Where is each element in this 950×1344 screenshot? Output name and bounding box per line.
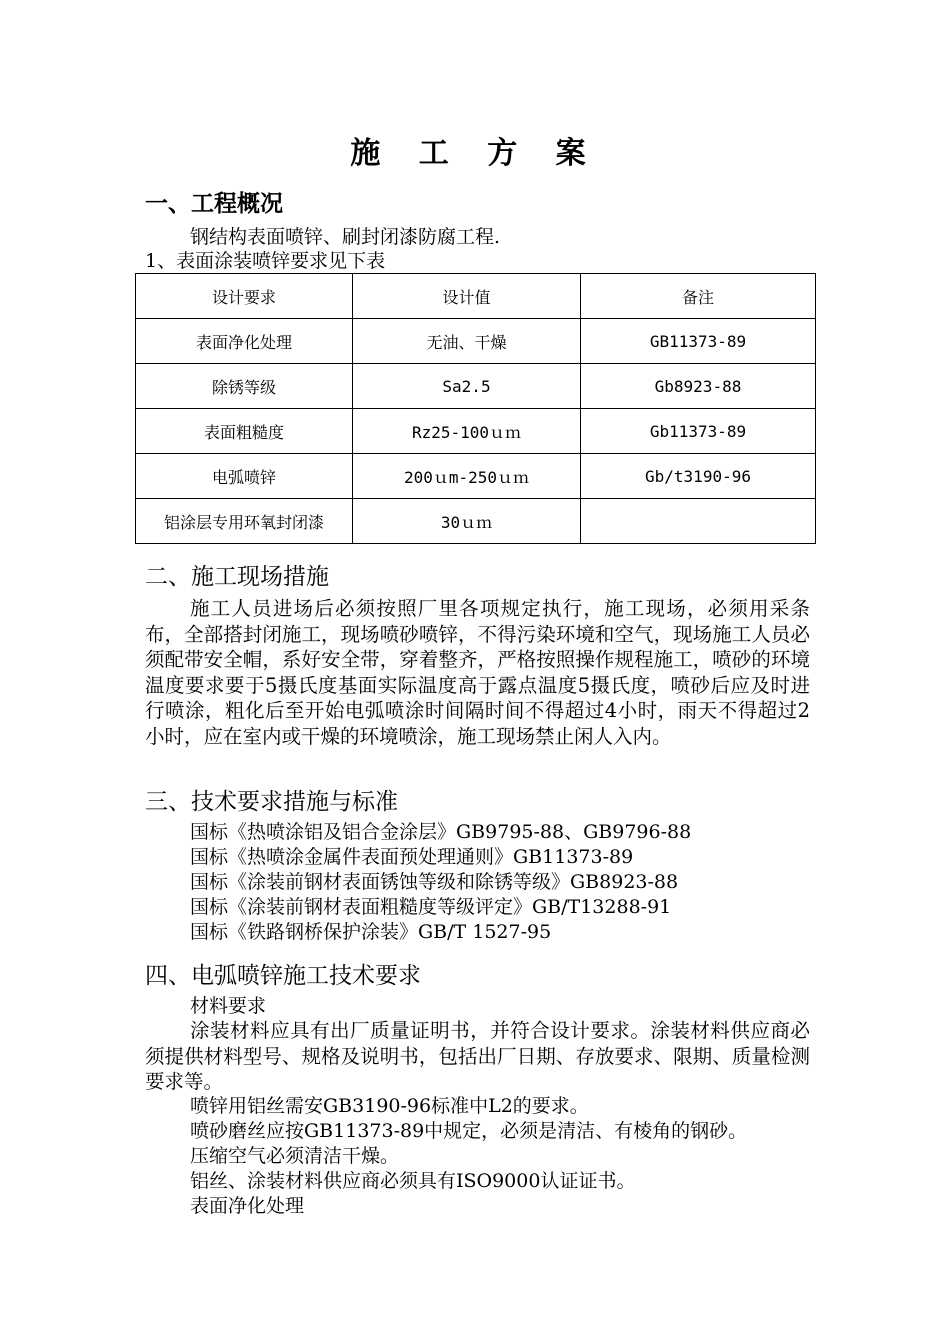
table-cell: 表面粗糙度 [136,409,353,454]
table-cell: 铝涂层专用环氧封闭漆 [136,499,353,544]
section4-line: 铝丝、涂装材料供应商必须具有ISO9000认证证书。 [190,1170,636,1192]
section4-subheading: 材料要求 [190,995,267,1017]
section1-line1: 钢结构表面喷锌、刷封闭漆防腐工程. [190,226,501,248]
standard-item: 国标《热喷涂金属件表面预处理通则》GB11373-89 [190,846,634,868]
table-row [136,499,816,544]
table-cell: Gb8923-88 [581,364,816,409]
section2-heading: 二、施工现场措施 [145,564,329,590]
table-cell: Sa2.5 [353,364,581,409]
standard-item: 国标《铁路钢桥保护涂装》GB/T 1527-95 [190,921,552,943]
table-row [136,319,816,364]
section4-paragraph: 涂装材料应具有出厂质量证明书，并符合设计要求。涂装材料供应商必须提供材料型号、规格及说明书，包括出厂日期、存放要求、限期、质量检测要求等。 [145,1019,810,1093]
table-cell: Rz25-100ｕｍ [353,409,581,454]
table-cell: 200ｕm-250ｕｍ [353,454,581,499]
table-cell: Gb/t3190-96 [581,454,816,499]
table-header-cell: 备注 [581,274,816,319]
section1-line2: 1、表面涂装喷锌要求见下表 [145,250,386,272]
standard-item: 国标《热喷涂铝及铝合金涂层》GB9795-88、GB9796-88 [190,821,692,843]
table-row [136,364,816,409]
section4-line: 喷锌用铝丝需安GB3190-96标准中L2的要求。 [190,1095,589,1117]
section3-heading: 三、技术要求措施与标准 [145,789,398,815]
table-cell: 表面净化处理 [136,319,353,364]
section2-paragraph: 施工人员进场后必须按照厂里各项规定执行，施工现场，必须用采条布，全部搭封闭施工，现场喷砂喷锌，不得污染环境和空气，现场施工人员必须配带安全帽，系好安全带，穿着整齐，严格按照操作规程施工，喷砂的环境温度要求要于5摄氏度基面实际温度高于露点温度5摄氏度，喷砂后应及时进行喷涂，粗化后至开始电弧喷涂时间隔时间不得超过4小时，雨天不得超过2小时，应在室内或干燥的环境喷涂，施工现场禁止闲人入内。 [145,597,810,748]
table-cell: 除锈等级 [136,364,353,409]
section1-heading: 一、工程概况 [145,191,283,217]
table-cell: Gb11373-89 [581,409,816,454]
document-title: 施 工 方 案 [350,136,600,171]
table-header-cell: 设计值 [353,274,581,319]
section4-line: 压缩空气必须清洁干燥。 [190,1145,400,1167]
table-cell: 无油、干燥 [353,319,581,364]
table-header-row [136,274,816,319]
table-header-cell: 设计要求 [136,274,353,319]
table-row [136,409,816,454]
table-row [136,454,816,499]
table-cell: GB11373-89 [581,319,816,364]
table-cell: 30ｕｍ [353,499,581,544]
section4-line: 表面净化处理 [190,1195,305,1217]
section4-line: 喷砂磨丝应按GB11373-89中规定，必须是清洁、有棱角的钢砂。 [190,1120,748,1142]
standard-item: 国标《涂装前钢材表面锈蚀等级和除锈等级》GB8923-88 [190,871,679,893]
standard-item: 国标《涂装前钢材表面粗糙度等级评定》GB/T13288-91 [190,896,672,918]
table-cell: 电弧喷锌 [136,454,353,499]
table-cell [581,499,816,544]
spraying-requirements-table [135,273,816,544]
section4-heading: 四、电弧喷锌施工技术要求 [145,963,421,989]
